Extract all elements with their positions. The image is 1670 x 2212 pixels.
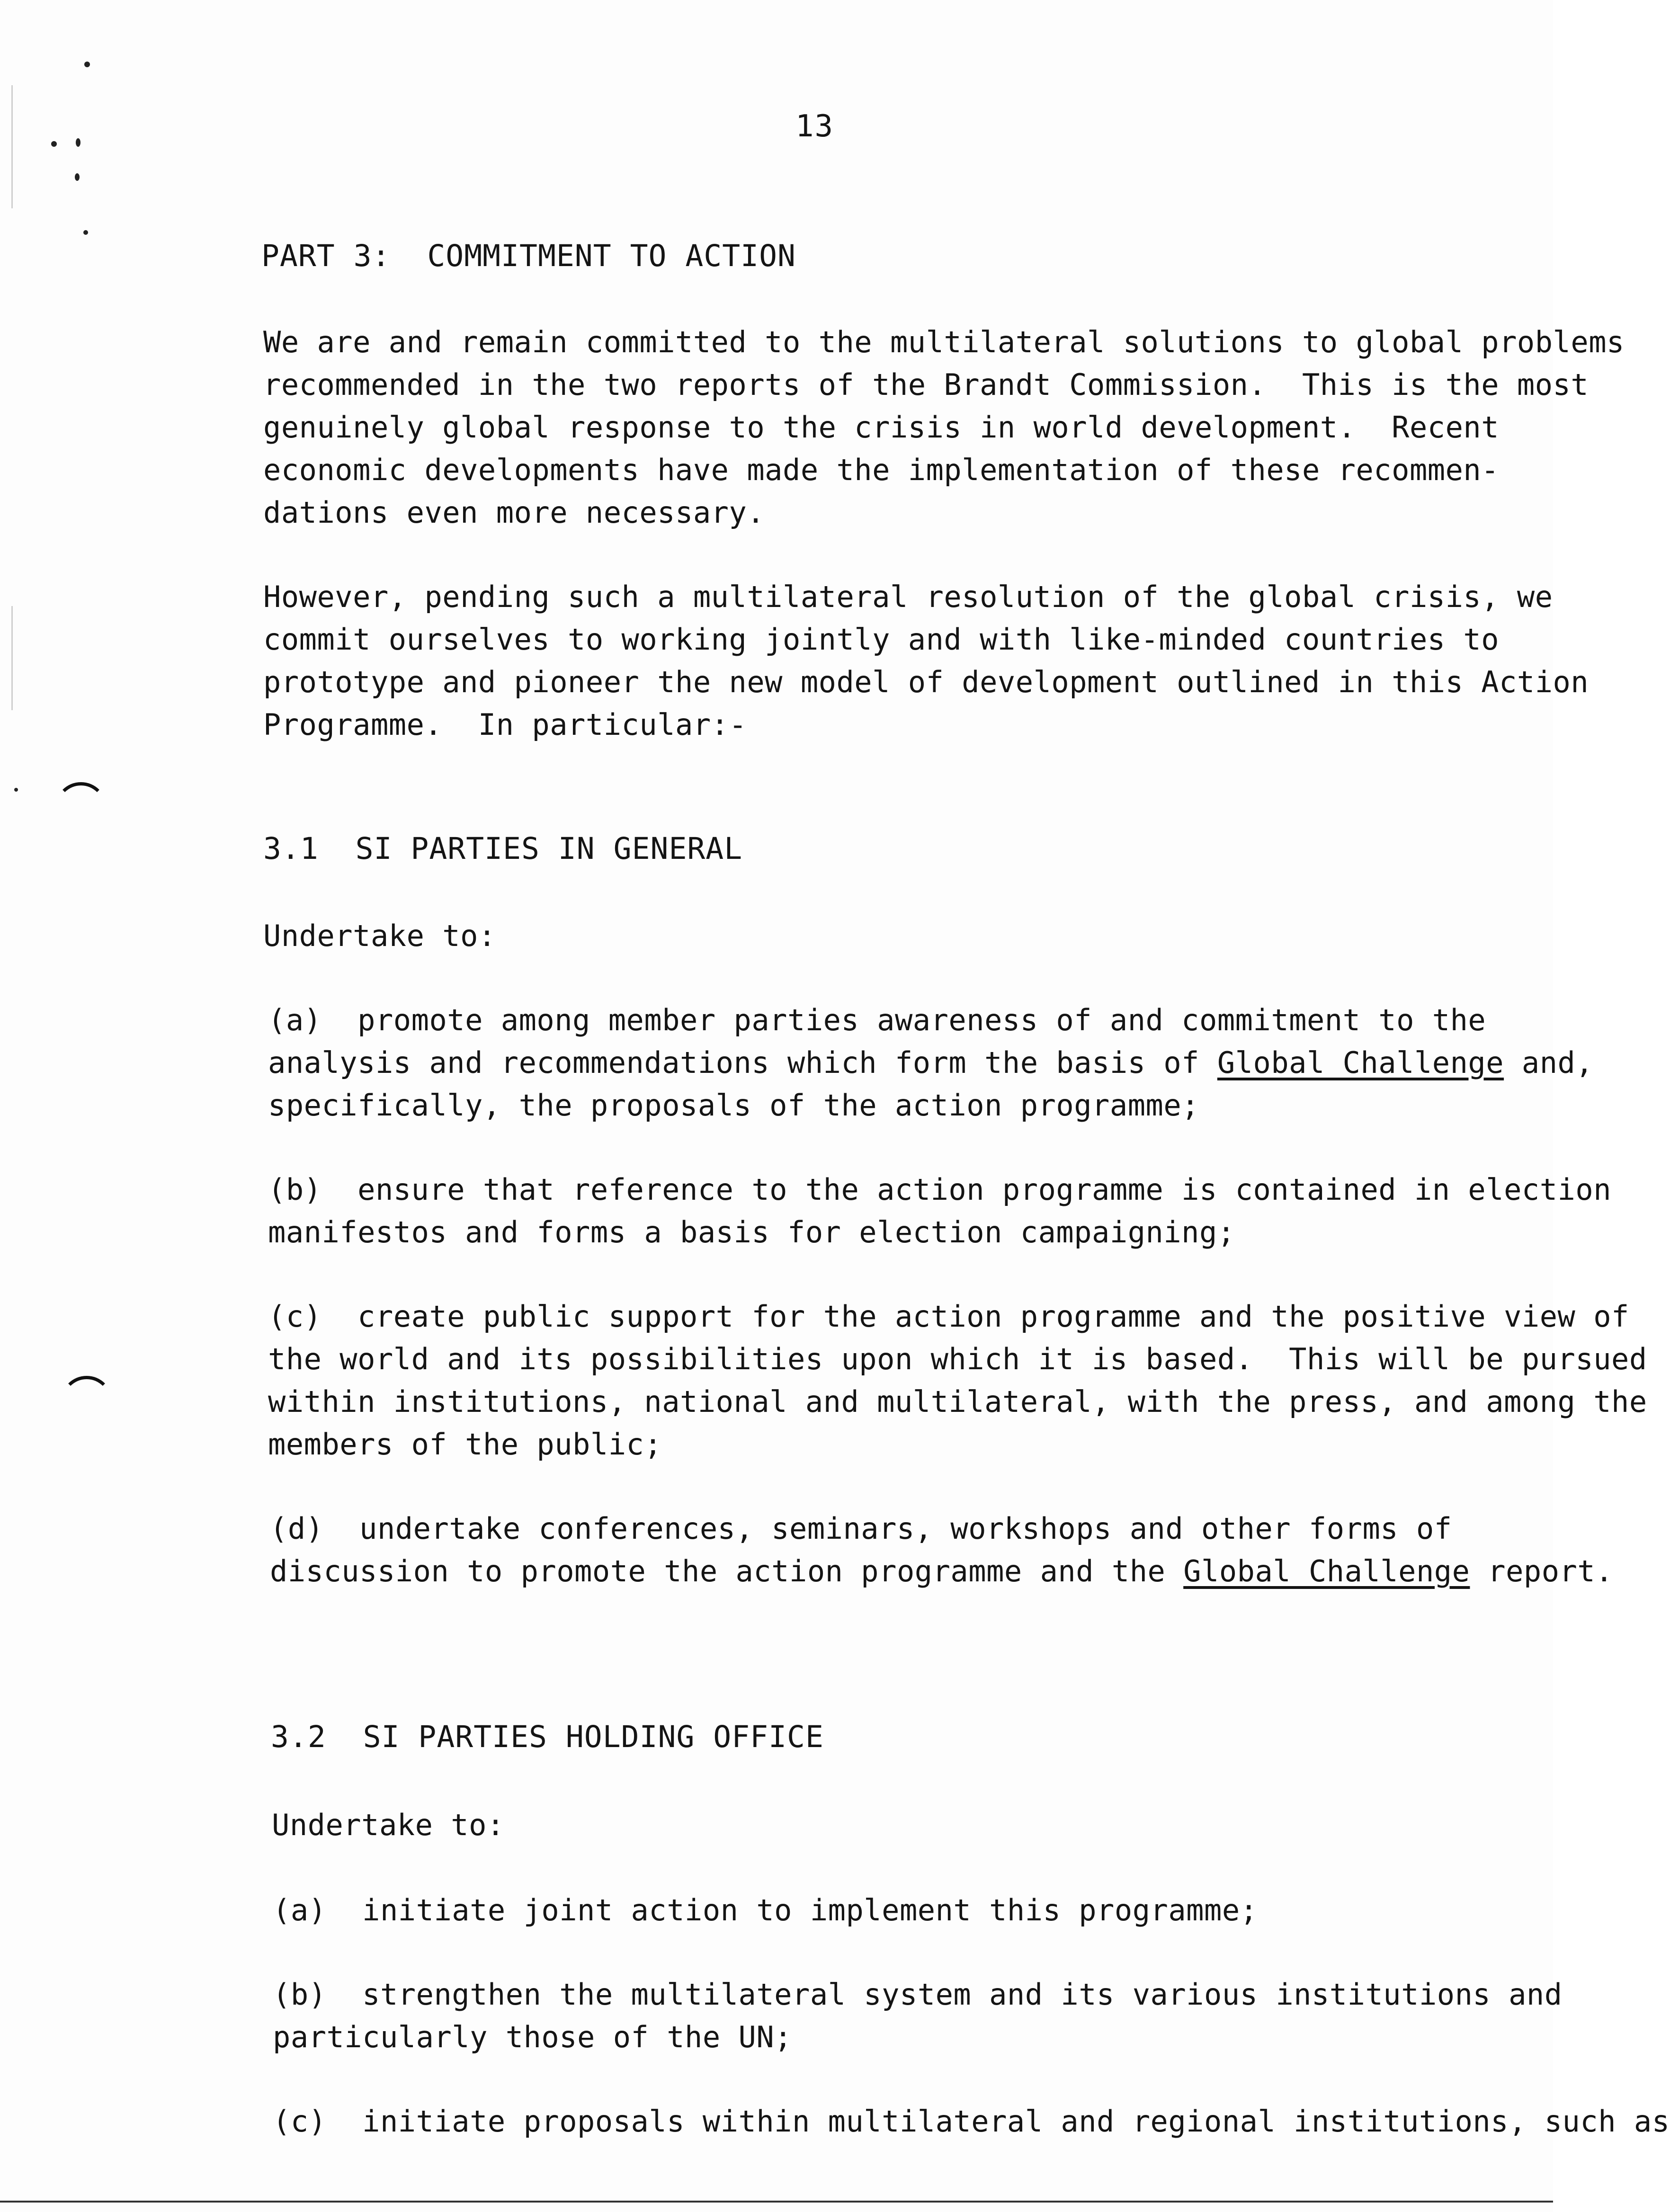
margin-dot (51, 141, 57, 147)
text-line: (a) initiate joint action to implement this programme; (273, 1893, 1258, 1927)
section-3-1-item-c (268, 1295, 1647, 1466)
text-line: particularly those of the UN; (273, 2020, 792, 2054)
text-line: However, pending such a multilateral resolution of the global crisis, we (263, 580, 1553, 614)
text-line: genuinely global response to the crisis in world development. Recent (263, 410, 1500, 445)
section-3-1-item-d (270, 1507, 1614, 1593)
text-line: We are and remain committed to the multilateral solutions to global problems (263, 325, 1625, 359)
text-line: (b) ensure that reference to the action programme is contained in election (268, 1172, 1612, 1207)
punch-hole-mark (61, 1376, 113, 1428)
margin-dot (76, 138, 80, 147)
text-fragment: report. (1470, 1554, 1614, 1588)
section-heading-3-2: 3.2 SI PARTIES HOLDING OFFICE (271, 1720, 824, 1754)
text-line (268, 1042, 1594, 1084)
text-line: (c) initiate proposals within multilateral and regional institutions, such as (273, 2104, 1670, 2139)
section-3-1-intro (263, 915, 1428, 957)
scan-edge-mark (11, 606, 13, 710)
text-line: (a) promote among member parties awareness of and commitment to the (268, 1003, 1486, 1037)
text-line: Programme. In particular:- (263, 707, 747, 742)
text-line: recommended in the two reports of the Brandt Commission. This is the most (263, 367, 1589, 402)
margin-dot (14, 788, 18, 792)
punch-hole-mark (55, 782, 107, 834)
text-fragment: analysis and recommendations which form the basis of (268, 1045, 1217, 1080)
text-fragment: and, (1504, 1045, 1594, 1080)
text-line: Undertake to: (272, 1808, 505, 1842)
section-3-2-item-a (273, 1889, 1438, 1932)
text-line: specifically, the proposals of the action programme; (268, 1088, 1200, 1123)
scan-edge-mark (11, 85, 13, 208)
global-challenge-title: Global Challenge (1183, 1554, 1470, 1588)
intro-paragraph (263, 321, 1625, 534)
text-line: within institutions, national and multilateral, with the press, and among the (268, 1384, 1647, 1419)
section-3-1-item-a (268, 999, 1594, 1127)
text-line (270, 1550, 1614, 1593)
text-line: the world and its possibilities upon which it is based. This will be pursued (268, 1342, 1647, 1376)
part-heading: PART 3: COMMITMENT TO ACTION (261, 239, 796, 273)
text-line: prototype and pioneer the new model of development outlined in this Action (263, 665, 1589, 699)
margin-dot (84, 62, 90, 67)
page-number: 13 (795, 109, 834, 144)
global-challenge-title: Global Challenge (1217, 1045, 1504, 1080)
page-bottom-edge (0, 2201, 1553, 2203)
text-line: (b) strengthen the multilateral system and its various institutions and (273, 1977, 1563, 2012)
margin-dot (83, 230, 88, 235)
text-line: dations even more necessary. (263, 495, 765, 530)
section-3-2-intro (272, 1804, 1437, 1846)
margin-dot (75, 173, 80, 181)
section-3-2-item-b (273, 1973, 1563, 2059)
text-line: (c) create public support for the action programme and the positive view of (268, 1299, 1629, 1334)
text-line: members of the public; (268, 1427, 662, 1462)
text-line: commit ourselves to working jointly and with like-minded countries to (263, 622, 1500, 657)
text-line: Undertake to: (263, 919, 496, 953)
text-line: manifestos and forms a basis for election campaigning; (268, 1215, 1235, 1249)
pending-paragraph (263, 576, 1589, 746)
section-3-2-item-c (273, 2100, 1670, 2143)
section-heading-3-1: 3.1 SI PARTIES IN GENERAL (263, 831, 743, 866)
text-fragment: discussion to promote the action programme and the (270, 1554, 1184, 1588)
section-3-1-item-b (268, 1168, 1612, 1254)
text-line: (d) undertake conferences, seminars, workshops and other forms of (270, 1511, 1452, 1546)
text-line: economic developments have made the implementation of these recommen- (263, 453, 1500, 487)
